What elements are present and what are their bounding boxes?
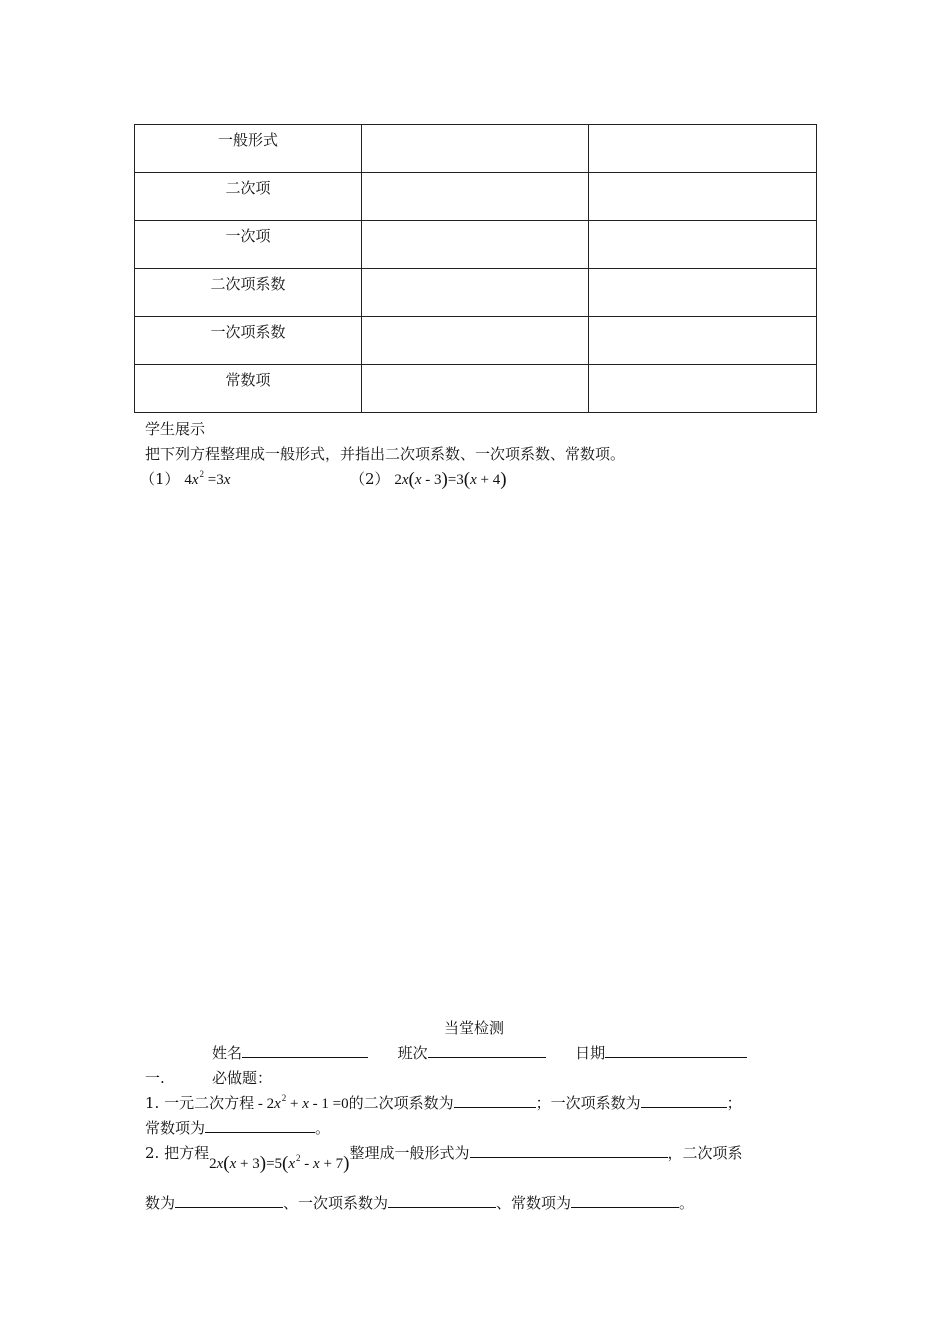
row-label: 一次项系数: [135, 317, 362, 365]
answer-cell[interactable]: [362, 173, 589, 221]
answer-cell[interactable]: [362, 221, 589, 269]
answer-cell[interactable]: [589, 173, 817, 221]
table-row: [135, 317, 817, 365]
constant-term-label: 常数项为: [145, 1119, 206, 1137]
general-form-blank[interactable]: [470, 1142, 668, 1158]
linear-coefficient-blank[interactable]: [641, 1092, 727, 1108]
question-1-prefix: 1. 一元二次方程: [145, 1094, 255, 1112]
date-label: 日期: [575, 1044, 606, 1062]
section-label: 一.: [145, 1069, 165, 1087]
question-2-line-2: 数为 、一次项系数为 、常数项为 。: [145, 1194, 695, 1212]
question-1-sep: ；一次项系数为: [535, 1094, 641, 1112]
question-1-line-2: 常数项为 。: [145, 1119, 331, 1137]
answer-cell[interactable]: [589, 125, 817, 173]
row-label: 一次项: [135, 221, 362, 269]
row-label: 一般形式: [135, 125, 362, 173]
section-title: 必做题：: [212, 1069, 273, 1087]
row-label: 二次项: [135, 173, 362, 221]
q2-linear-coefficient-blank[interactable]: [388, 1192, 496, 1208]
question-2: 2. 把方程$2x(x + 3)=5(x^2 - x + 7)$整理成一般形式为 ，二次项系: [145, 1144, 743, 1174]
q2-quadratic-coefficient-blank[interactable]: [175, 1192, 283, 1208]
quadratic-coefficient-blank[interactable]: [454, 1092, 536, 1108]
question-2-equation: $2x(x + 3)=5(x^2 - x + 7)$: [209, 1153, 350, 1174]
name-blank[interactable]: [242, 1042, 368, 1058]
table-row: [135, 125, 817, 173]
table-row: [135, 221, 817, 269]
constant-term-blank[interactable]: [205, 1117, 315, 1133]
question-1: 1. 一元二次方程 - $2x^2 + x - 1 =0$的二次项系数为 ；一次项系数为 ；: [145, 1093, 742, 1112]
answer-cell[interactable]: [589, 269, 817, 317]
answer-cell[interactable]: [589, 221, 817, 269]
question-1-equation: - $2x^2 + x - 1 =0$: [254, 1093, 349, 1112]
problem-1-label: （1）: [140, 470, 180, 488]
question-1-text: 的二次项系数为: [348, 1094, 454, 1112]
class-blank[interactable]: [428, 1042, 546, 1058]
date-blank[interactable]: [605, 1042, 747, 1058]
question-2-text: 整理成一般形式为: [349, 1144, 470, 1162]
problem-1-equation: $4x^2 =3x$: [184, 469, 231, 488]
problem-1: [140, 468, 230, 489]
answer-cell[interactable]: [362, 125, 589, 173]
table-row: [135, 269, 817, 317]
section-heading-student-show: 学生展示: [145, 420, 206, 438]
problem-2: [350, 468, 507, 490]
equation-terms-table: [134, 124, 817, 413]
problem-2-label: （2）: [350, 470, 390, 488]
class-label: 班次: [397, 1044, 428, 1062]
instruction-text: 把下列方程整理成一般形式，并指出二次项系数、一次项系数、常数项。: [145, 445, 626, 463]
row-label: 常数项: [135, 365, 362, 413]
quiz-title: 当堂检测: [444, 1019, 505, 1037]
answer-cell[interactable]: [362, 317, 589, 365]
table-row: [135, 365, 817, 413]
name-label: 姓名: [212, 1044, 243, 1062]
student-info-line: [212, 1042, 747, 1063]
answer-cell[interactable]: [362, 269, 589, 317]
q2-constant-term-blank[interactable]: [571, 1192, 679, 1208]
answer-cell[interactable]: [362, 365, 589, 413]
answer-cell[interactable]: [589, 365, 817, 413]
answer-cell[interactable]: [589, 317, 817, 365]
row-label: 二次项系数: [135, 269, 362, 317]
problem-2-equation: 2x(x - 3)=3(x + 4): [394, 469, 507, 490]
table-row: [135, 173, 817, 221]
question-2-prefix: 2. 把方程: [145, 1144, 210, 1162]
